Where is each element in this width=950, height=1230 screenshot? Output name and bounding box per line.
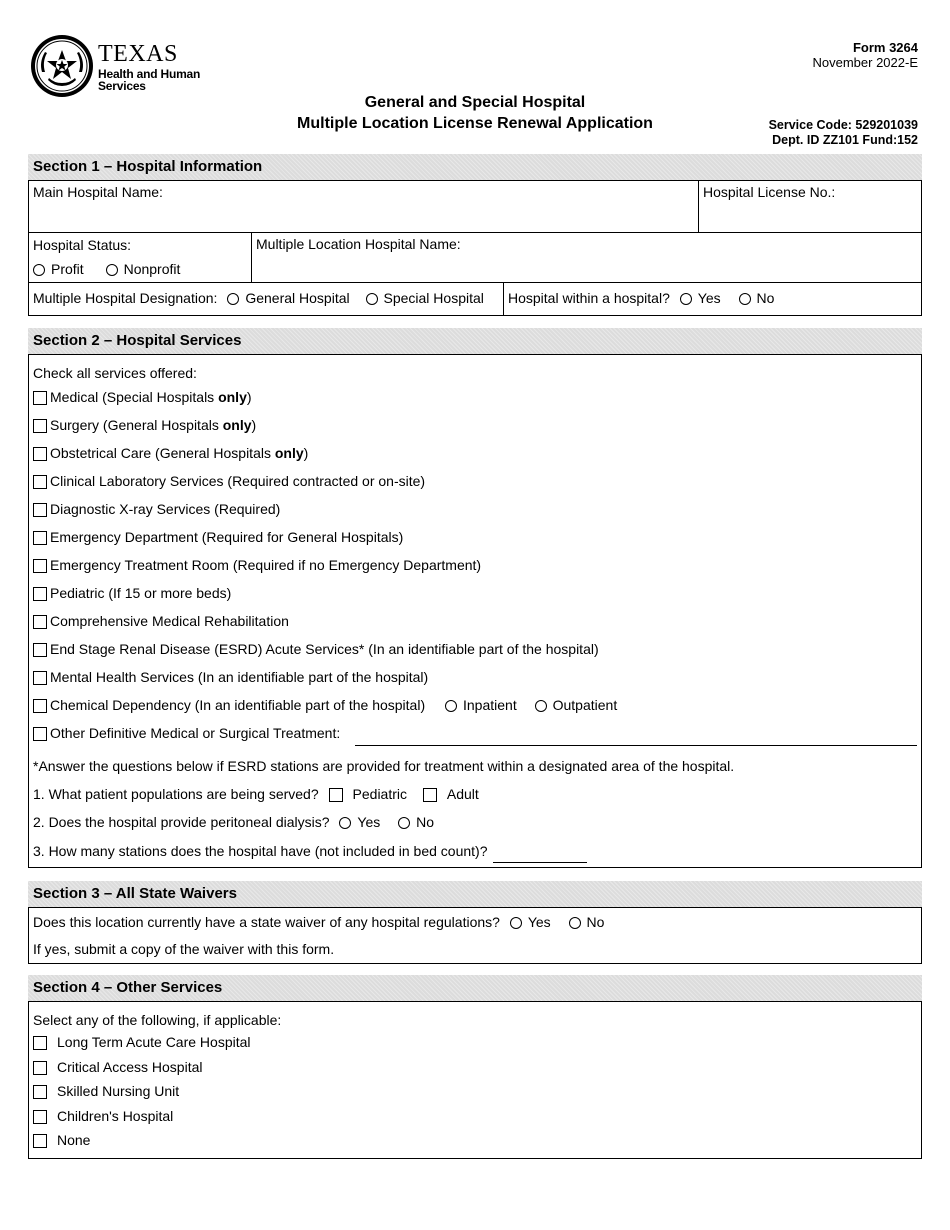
multi-location-name-label: Multiple Location Hospital Name: <box>256 236 461 252</box>
dept-id: Dept. ID ZZ101 Fund:152 <box>772 133 918 147</box>
skilled-nursing-checkbox[interactable] <box>33 1085 47 1099</box>
services-intro: Check all services offered: <box>33 365 197 381</box>
medical-label: Medical (Special Hospitals <box>50 389 219 405</box>
service-emergency-room <box>33 556 481 574</box>
list-item <box>33 1131 90 1149</box>
childrens-hospital-label: Children's Hospital <box>57 1108 174 1124</box>
service-xray <box>33 500 280 518</box>
service-clinical-lab <box>33 472 425 490</box>
question-3 <box>33 842 488 860</box>
question-2 <box>33 813 434 831</box>
other-checkbox[interactable] <box>33 727 47 741</box>
ltac-label: Long Term Acute Care Hospital <box>57 1034 251 1050</box>
service-mental-health <box>33 668 428 686</box>
mental-health-label: Mental Health Services (In an identifiable part of the hospital) <box>50 669 429 685</box>
title-line2: Multiple Location License Renewal Application <box>297 115 653 132</box>
clinical-lab-label: Clinical Laboratory Services (Required contracted or on-site) <box>50 473 426 489</box>
waiver-no-radio[interactable] <box>569 917 581 929</box>
surgery-checkbox[interactable] <box>33 419 47 433</box>
chemical-label: Chemical Dependency (In an identifiable part of the hospital) <box>50 697 426 713</box>
obstetrical-only: only <box>274 445 304 461</box>
list-item <box>33 1107 173 1125</box>
service-esrd <box>33 640 599 658</box>
none-checkbox[interactable] <box>33 1134 47 1148</box>
q1-adult-label: Adult <box>446 786 479 802</box>
q1-adult-checkbox[interactable] <box>423 788 437 802</box>
q2-yes-label: Yes <box>357 814 381 830</box>
other-services-intro: Select any of the following, if applicable: <box>33 1012 282 1028</box>
medical-checkbox[interactable] <box>33 391 47 405</box>
service-pediatric <box>33 584 231 602</box>
designation-special-radio[interactable] <box>366 293 378 305</box>
other-label: Other Definitive Medical or Surgical Treatment: <box>50 725 341 741</box>
agency-name <box>98 42 200 92</box>
waiver-yes-label: Yes <box>527 914 551 930</box>
logo-sub2: Services <box>98 79 146 93</box>
form-date: November 2022-E <box>812 55 918 70</box>
service-obstetrical <box>33 444 308 462</box>
list-item <box>33 1058 203 1076</box>
emergency-dept-label: Emergency Department (Required for General Hospitals) <box>50 529 404 545</box>
designation-general-label: General Hospital <box>245 290 350 306</box>
designation-general-radio[interactable] <box>227 293 239 305</box>
service-code-block <box>769 118 918 148</box>
emergency-dept-checkbox[interactable] <box>33 531 47 545</box>
section3-box <box>28 907 922 964</box>
title-line1: General and Special Hospital <box>364 94 586 111</box>
status-profit-label: Profit <box>51 261 84 277</box>
ltac-checkbox[interactable] <box>33 1036 47 1050</box>
obstetrical-close: ) <box>303 445 309 461</box>
form-number: Form 3264 <box>852 40 918 55</box>
section4-heading: Section 4 – Other Services <box>28 975 922 1001</box>
logo-sub1: Health and Human <box>98 67 201 81</box>
skilled-nursing-label: Skilled Nursing Unit <box>57 1083 180 1099</box>
list-item <box>33 1033 251 1051</box>
surgery-only: only <box>222 417 252 433</box>
main-hospital-name-field[interactable] <box>29 181 699 233</box>
rehab-label: Comprehensive Medical Rehabilitation <box>50 613 289 629</box>
q2-yes-radio[interactable] <box>339 817 351 829</box>
status-profit-radio[interactable] <box>33 264 45 276</box>
section1-box <box>28 180 922 316</box>
obstetrical-label: Obstetrical Care (General Hospitals <box>50 445 275 461</box>
section3-heading: Section 3 – All State Waivers <box>28 881 922 907</box>
waiver-note: If yes, submit a copy of the waiver with this form. <box>33 941 335 957</box>
q1-pediatric-label: Pediatric <box>352 786 407 802</box>
main-hospital-name-label: Main Hospital Name: <box>33 184 163 200</box>
section4-box <box>28 1001 922 1159</box>
section2-heading: Section 2 – Hospital Services <box>28 328 922 354</box>
service-chemical <box>33 696 617 714</box>
hwh-label: Hospital within a hospital? <box>508 290 670 306</box>
form-identifier <box>813 40 919 70</box>
status-nonprofit-label: Nonprofit <box>123 261 181 277</box>
question-1 <box>33 785 479 803</box>
hospital-status-cell <box>29 233 251 283</box>
pediatric-checkbox[interactable] <box>33 587 47 601</box>
other-treatment-line[interactable] <box>355 745 917 746</box>
service-other <box>33 724 340 742</box>
critical-access-checkbox[interactable] <box>33 1061 47 1075</box>
chemical-inpatient-label: Inpatient <box>463 697 517 713</box>
obstetrical-checkbox[interactable] <box>33 447 47 461</box>
waiver-yes-radio[interactable] <box>510 917 522 929</box>
xray-checkbox[interactable] <box>33 503 47 517</box>
list-item <box>33 1082 179 1100</box>
logo-word: TEXAS <box>98 41 178 67</box>
none-label: None <box>57 1132 91 1148</box>
service-rehab <box>33 612 289 630</box>
hwh-no-label: No <box>756 290 775 306</box>
esrd-label: End Stage Renal Disease (ESRD) Acute Services* (In an identifiable part of the hospital) <box>50 641 599 657</box>
hwh-yes-label: Yes <box>697 290 721 306</box>
chemical-inpatient-radio[interactable] <box>445 700 457 712</box>
critical-access-label: Critical Access Hospital <box>57 1059 203 1075</box>
childrens-hospital-checkbox[interactable] <box>33 1110 47 1124</box>
hwh-yes-radio[interactable] <box>680 293 692 305</box>
q2-label: 2. Does the hospital provide peritoneal dialysis? <box>33 814 330 830</box>
emergency-room-label: Emergency Treatment Room (Required if no Emergency Department) <box>50 557 482 573</box>
q2-no-label: No <box>416 814 435 830</box>
section1-heading: Section 1 – Hospital Information <box>28 154 922 180</box>
mental-health-checkbox[interactable] <box>33 671 47 685</box>
chemical-outpatient-radio[interactable] <box>535 700 547 712</box>
q1-label: 1. What patient populations are being served? <box>33 786 319 802</box>
q1-pediatric-checkbox[interactable] <box>329 788 343 802</box>
hospital-status-label: Hospital Status: <box>33 237 132 253</box>
surgery-close: ) <box>251 417 257 433</box>
esrd-note: *Answer the questions below if ESRD stations are provided for treatment within a designated area of the hospital. <box>33 758 735 774</box>
clinical-lab-checkbox[interactable] <box>33 475 47 489</box>
designation-label: Multiple Hospital Designation: <box>33 290 218 306</box>
medical-only: only <box>218 389 247 405</box>
surgery-label: Surgery (General Hospitals <box>50 417 223 433</box>
waiver-question-label: Does this location currently have a state waiver of any hospital regulations? <box>33 914 500 930</box>
designation-special-label: Special Hospital <box>383 290 484 306</box>
license-no-label: Hospital License No.: <box>703 184 836 200</box>
waiver-question <box>33 913 604 931</box>
chemical-checkbox[interactable] <box>33 699 47 713</box>
hwh-no-radio[interactable] <box>739 293 751 305</box>
designation-cell <box>29 283 503 315</box>
esrd-checkbox[interactable] <box>33 643 47 657</box>
multi-location-name-field[interactable] <box>252 233 920 283</box>
service-emergency-dept <box>33 528 403 546</box>
rehab-checkbox[interactable] <box>33 615 47 629</box>
hwh-cell <box>504 283 920 315</box>
service-code: Service Code: 529201039 <box>768 118 918 132</box>
medical-close: ) <box>246 389 252 405</box>
service-medical <box>33 388 252 406</box>
station-count-line[interactable] <box>493 862 587 863</box>
license-no-field[interactable] <box>699 181 921 233</box>
q2-no-radio[interactable] <box>398 817 410 829</box>
pediatric-label: Pediatric (If 15 or more beds) <box>50 585 232 601</box>
emergency-room-checkbox[interactable] <box>33 559 47 573</box>
service-surgery <box>33 416 256 434</box>
q3-label: 3. How many stations does the hospital have (not included in bed count)? <box>33 843 488 859</box>
section2-box <box>28 354 922 868</box>
texas-seal-logo <box>30 34 94 98</box>
xray-label: Diagnostic X-ray Services (Required) <box>50 501 281 517</box>
waiver-no-label: No <box>586 914 605 930</box>
chemical-outpatient-label: Outpatient <box>552 697 618 713</box>
status-nonprofit-radio[interactable] <box>106 264 118 276</box>
